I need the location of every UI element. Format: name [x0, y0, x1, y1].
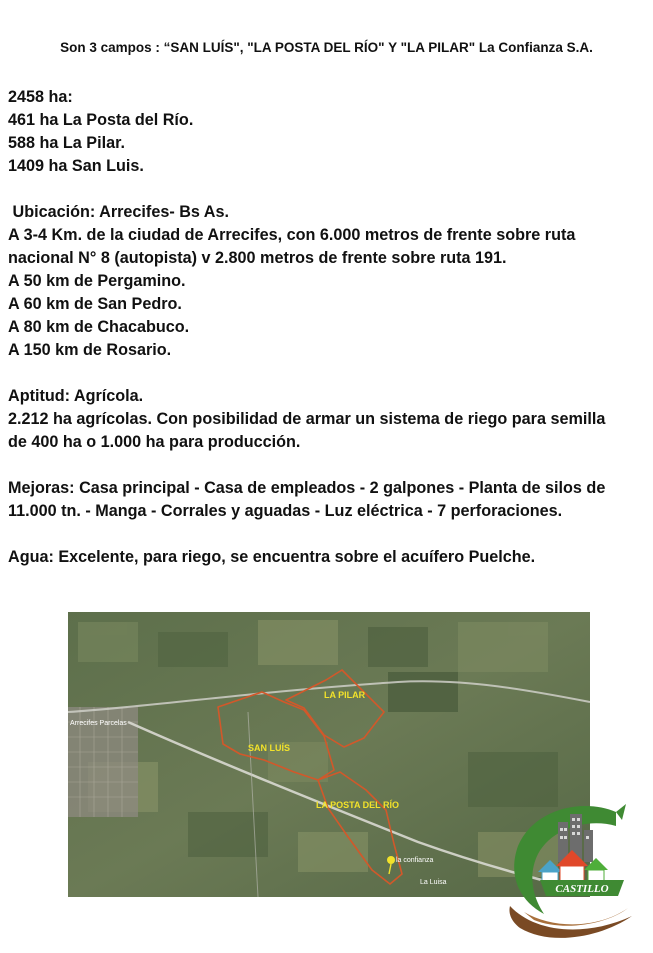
location-title: Ubicación: Arrecifes- Bs As. [8, 203, 229, 221]
area-item: 461 ha La Posta del Río. [8, 111, 194, 129]
aptitude-title: Aptitud: Agrícola. [8, 387, 144, 405]
location-line: A 50 km de Pergamino. [8, 272, 186, 290]
area-item: 1409 ha San Luis. [8, 157, 144, 175]
aptitude-line: de 400 ha o 1.000 ha para producción. [8, 433, 301, 451]
la-confianza-label: la confianza [396, 857, 434, 864]
location-line: A 80 km de Chacabuco. [8, 318, 190, 336]
castillo-logo [504, 800, 650, 948]
location-line: nacional N° 8 (autopista) v 2.800 metros de frente sobre ruta 191. [8, 249, 507, 267]
area-item: 588 ha La Pilar. [8, 134, 125, 152]
san-luis-label: SAN LUÍS [248, 743, 291, 753]
la-pilar-label: LA PILAR [324, 690, 366, 700]
water-line: Agua: Excelente, para riego, se encuentra sobre el acuífero Puelche. [8, 548, 536, 566]
location-line: A 60 km de San Pedro. [8, 295, 182, 313]
improvements-line: 11.000 tn. - Manga - Corrales y aguadas - Luz eléctrica - 7 perforaciones. [8, 502, 563, 520]
property-description [8, 86, 648, 569]
town-label: Arrecifes Parcelas [70, 720, 127, 727]
la-posta-label: LA POSTA DEL RÍO [316, 800, 400, 810]
logo-text: CASTILLO [555, 883, 609, 895]
location-line: A 150 km de Rosario. [8, 341, 172, 359]
improvements-line: Mejoras: Casa principal - Casa de empleados - 2 galpones - Planta de silos de [8, 479, 606, 497]
total-area: 2458 ha: [8, 88, 73, 106]
location-line: A 3-4 Km. de la ciudad de Arrecifes, con 6.000 metros de frente sobre ruta [8, 226, 576, 244]
la-luisa-label: La Luisa [420, 879, 447, 886]
aptitude-line: 2.212 ha agrícolas. Con posibilidad de armar un sistema de riego para semilla [8, 410, 606, 428]
page-heading: Son 3 campos : “SAN LUÍS", "LA POSTA DEL RÍO" Y "LA PILAR" La Confianza S.A. [60, 40, 593, 55]
